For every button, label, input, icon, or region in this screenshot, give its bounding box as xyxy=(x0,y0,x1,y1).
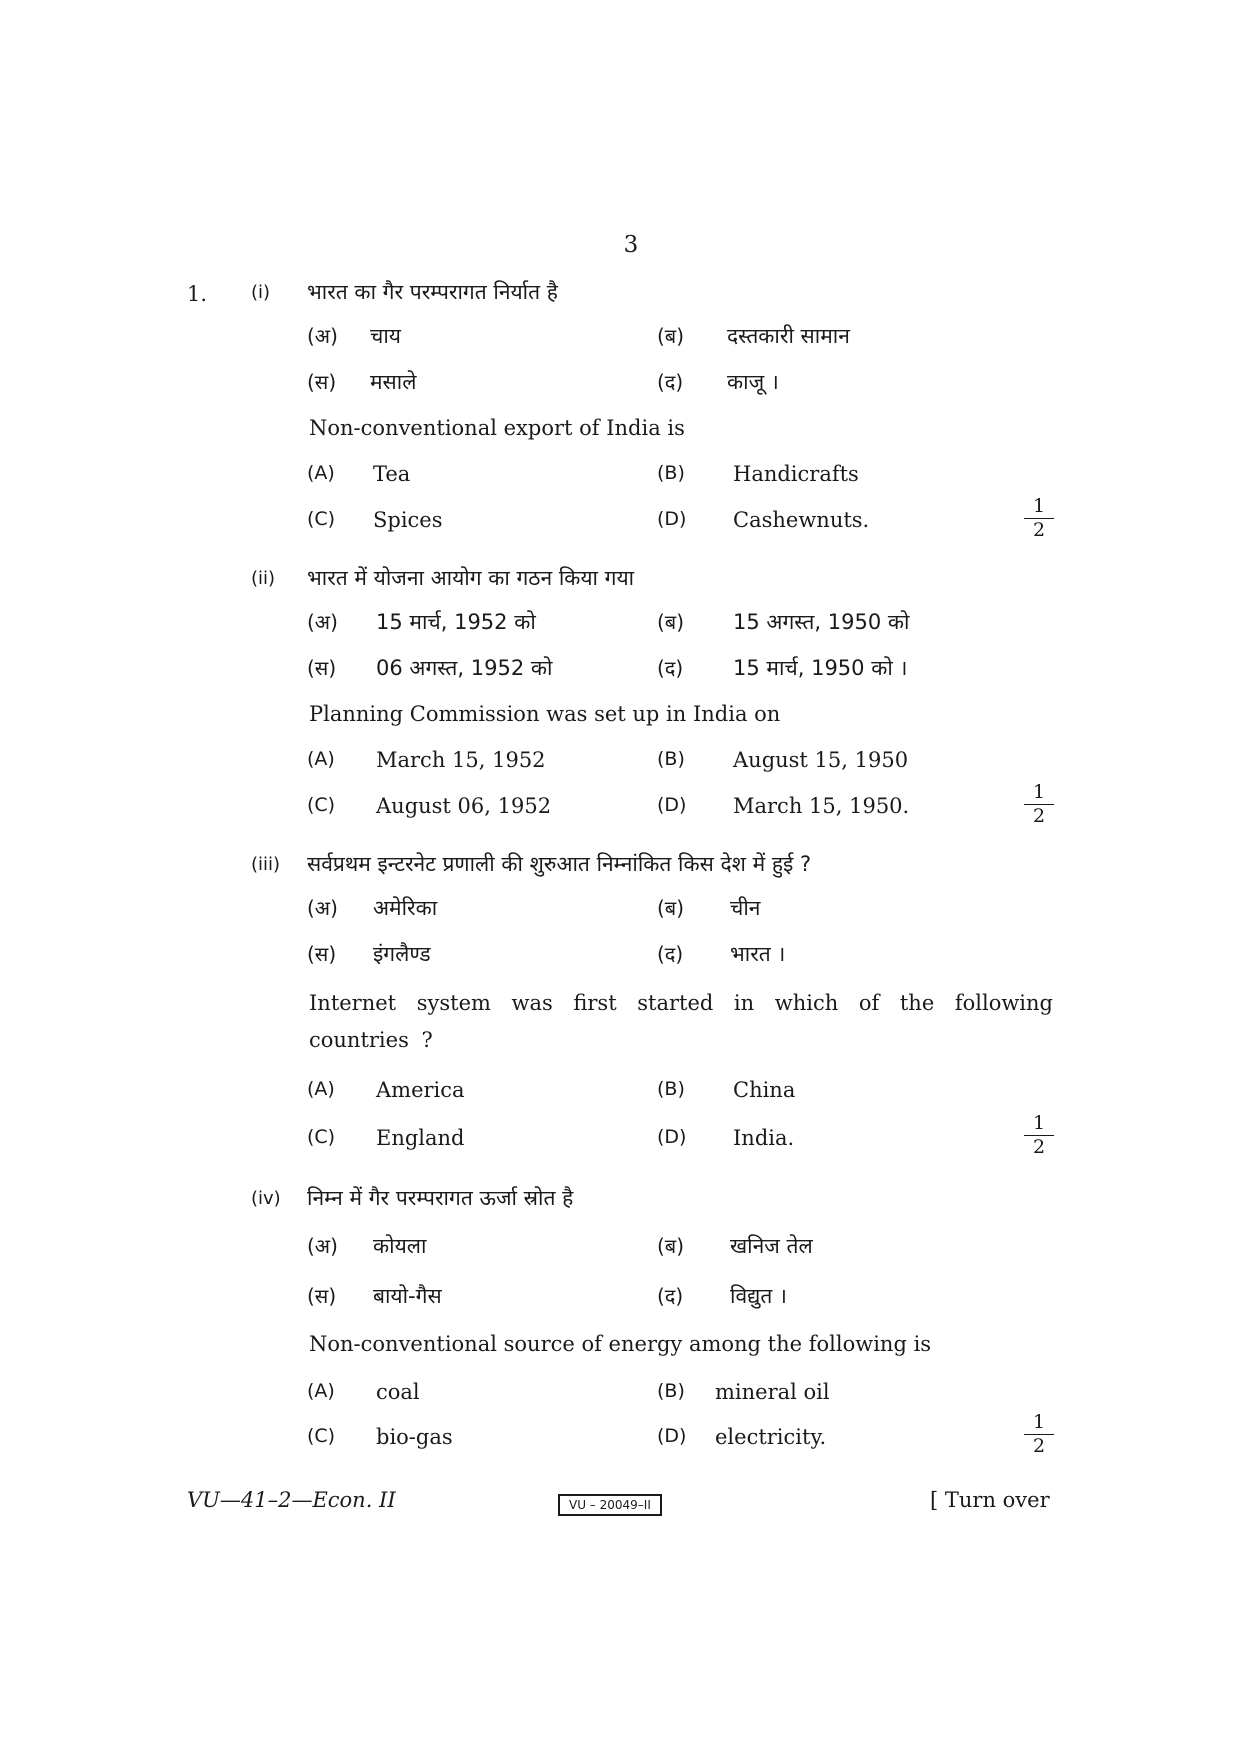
question-number: 1. xyxy=(187,282,208,306)
option-label: (स) xyxy=(307,370,337,394)
option-label: (B) xyxy=(657,1078,685,1100)
english-options-row xyxy=(0,748,1240,778)
option-label: (द) xyxy=(657,1284,684,1308)
option-text: मसाले xyxy=(370,370,417,394)
hindi-options-row xyxy=(0,608,1240,638)
option-text: coal xyxy=(376,1380,420,1404)
part-label: (iii) xyxy=(251,854,281,875)
option-label: (D) xyxy=(657,1425,687,1447)
marks-denominator: 2 xyxy=(1032,519,1046,541)
option-label: (द) xyxy=(657,942,684,966)
option-text: England xyxy=(376,1126,465,1150)
option-text: 15 अगस्त, 1950 को xyxy=(733,610,910,634)
hindi-question: भारत का गैर परम्परागत निर्यात है xyxy=(307,280,558,304)
english-options-row xyxy=(0,1425,1240,1455)
hindi-options-row xyxy=(0,1232,1240,1262)
option-text: bio-gas xyxy=(376,1425,453,1449)
option-label: (B) xyxy=(657,462,685,484)
option-label: (B) xyxy=(657,1380,685,1402)
part-label: (i) xyxy=(251,282,271,303)
option-text: China xyxy=(733,1078,796,1102)
option-label: (ब) xyxy=(657,1234,685,1258)
part-label: (ii) xyxy=(251,568,276,589)
english-options-row xyxy=(0,508,1240,541)
option-label: (द) xyxy=(657,656,684,680)
option-text: अमेरिका xyxy=(373,896,438,920)
english-question: Non-conventional source of energy among the following is xyxy=(309,1332,932,1356)
option-label: (द) xyxy=(657,370,684,394)
option-text: America xyxy=(376,1078,465,1102)
option-label: (B) xyxy=(657,748,685,770)
marks-numerator: 1 xyxy=(1024,1413,1054,1435)
option-label: (अ) xyxy=(307,610,338,634)
option-label: (C) xyxy=(307,508,336,530)
option-text: Spices xyxy=(373,508,443,532)
option-text: Tea xyxy=(373,462,411,486)
english-question: Planning Commission was set up in India on xyxy=(309,702,781,726)
option-text: 15 मार्च, 1952 को xyxy=(376,610,536,634)
marks-numerator: 1 xyxy=(1024,497,1054,519)
option-text: Cashewnuts. xyxy=(733,508,870,532)
option-label: (D) xyxy=(657,794,687,816)
marks-denominator: 2 xyxy=(1032,1435,1046,1457)
option-label: (C) xyxy=(307,794,336,816)
marks-numerator: 1 xyxy=(1024,783,1054,805)
option-label: (ब) xyxy=(657,324,685,348)
english-options-row xyxy=(0,1126,1240,1156)
option-label: (C) xyxy=(307,1425,336,1447)
option-text: खनिज तेल xyxy=(730,1234,813,1258)
option-label: (A) xyxy=(307,1380,335,1402)
option-text: इंगलैण्ड xyxy=(373,942,431,966)
option-text: electricity. xyxy=(715,1425,827,1449)
marks-denominator: 2 xyxy=(1032,805,1046,827)
option-label: (स) xyxy=(307,1284,337,1308)
option-text: काजू । xyxy=(727,370,779,394)
option-text: March 15, 1952 xyxy=(376,748,546,772)
marks-half xyxy=(1024,783,1054,826)
part-label: (iv) xyxy=(251,1188,281,1209)
option-label: (D) xyxy=(657,508,687,530)
option-label: (स) xyxy=(307,942,337,966)
option-text: August 06, 1952 xyxy=(376,794,552,818)
hindi-question: सर्वप्रथम इन्टरनेट प्रणाली की शुरुआत निम्नांकित किस देश में हुई ? xyxy=(307,852,812,876)
option-text: बायो-गैस xyxy=(373,1284,442,1308)
marks-numerator: 1 xyxy=(1024,1114,1054,1136)
option-label: (A) xyxy=(307,748,335,770)
option-label: (C) xyxy=(307,1126,336,1148)
option-text: चीन xyxy=(730,896,761,920)
english-question: Internet system was first started in which of the following countries ? xyxy=(309,991,1053,1052)
option-text: Handicrafts xyxy=(733,462,859,486)
option-text: mineral oil xyxy=(715,1380,830,1404)
marks-half xyxy=(1024,1114,1054,1157)
marks-denominator: 2 xyxy=(1032,1136,1046,1158)
hindi-options-row xyxy=(0,322,1240,352)
option-text: India. xyxy=(733,1126,795,1150)
english-options-row xyxy=(0,1380,1240,1410)
marks-half xyxy=(1024,1413,1054,1456)
option-text: March 15, 1950. xyxy=(733,794,910,818)
turn-over-note: [ Turn over xyxy=(930,1488,1050,1512)
hindi-question: निम्न में गैर परम्परागत ऊर्जा स्रोत है xyxy=(307,1186,574,1210)
english-options-row xyxy=(0,794,1240,827)
option-text: August 15, 1950 xyxy=(733,748,909,772)
option-label: (D) xyxy=(657,1126,687,1148)
option-text: विद्युत । xyxy=(730,1284,787,1308)
option-text: कोयला xyxy=(373,1234,427,1258)
option-label: (A) xyxy=(307,1078,335,1100)
english-options-row xyxy=(0,462,1240,492)
option-label: (अ) xyxy=(307,324,338,348)
hindi-options-row xyxy=(0,1282,1240,1312)
hindi-question: भारत में योजना आयोग का गठन किया गया xyxy=(307,566,635,590)
hindi-options-row xyxy=(0,894,1240,924)
option-label: (स) xyxy=(307,656,337,680)
option-text: 06 अगस्त, 1952 को xyxy=(376,656,553,680)
paper-stamp: VU – 20049–II xyxy=(558,1494,662,1516)
option-label: (ब) xyxy=(657,896,685,920)
page-number: 3 xyxy=(623,232,639,258)
hindi-options-row xyxy=(0,654,1240,684)
paper-code: VU—41–2—Econ. II xyxy=(187,1488,396,1512)
hindi-options-row xyxy=(0,368,1240,398)
option-label: (अ) xyxy=(307,1234,338,1258)
option-text: दस्तकारी सामान xyxy=(727,324,850,348)
option-label: (ब) xyxy=(657,610,685,634)
option-label: (A) xyxy=(307,462,335,484)
hindi-options-row xyxy=(0,940,1240,970)
option-text: चाय xyxy=(370,324,401,348)
option-text: 15 मार्च, 1950 को । xyxy=(733,656,908,680)
option-text: भारत । xyxy=(730,942,786,966)
english-question: Non-conventional export of India is xyxy=(309,416,685,440)
english-options-row xyxy=(0,1078,1240,1108)
marks-half xyxy=(1024,497,1054,540)
option-label: (अ) xyxy=(307,896,338,920)
